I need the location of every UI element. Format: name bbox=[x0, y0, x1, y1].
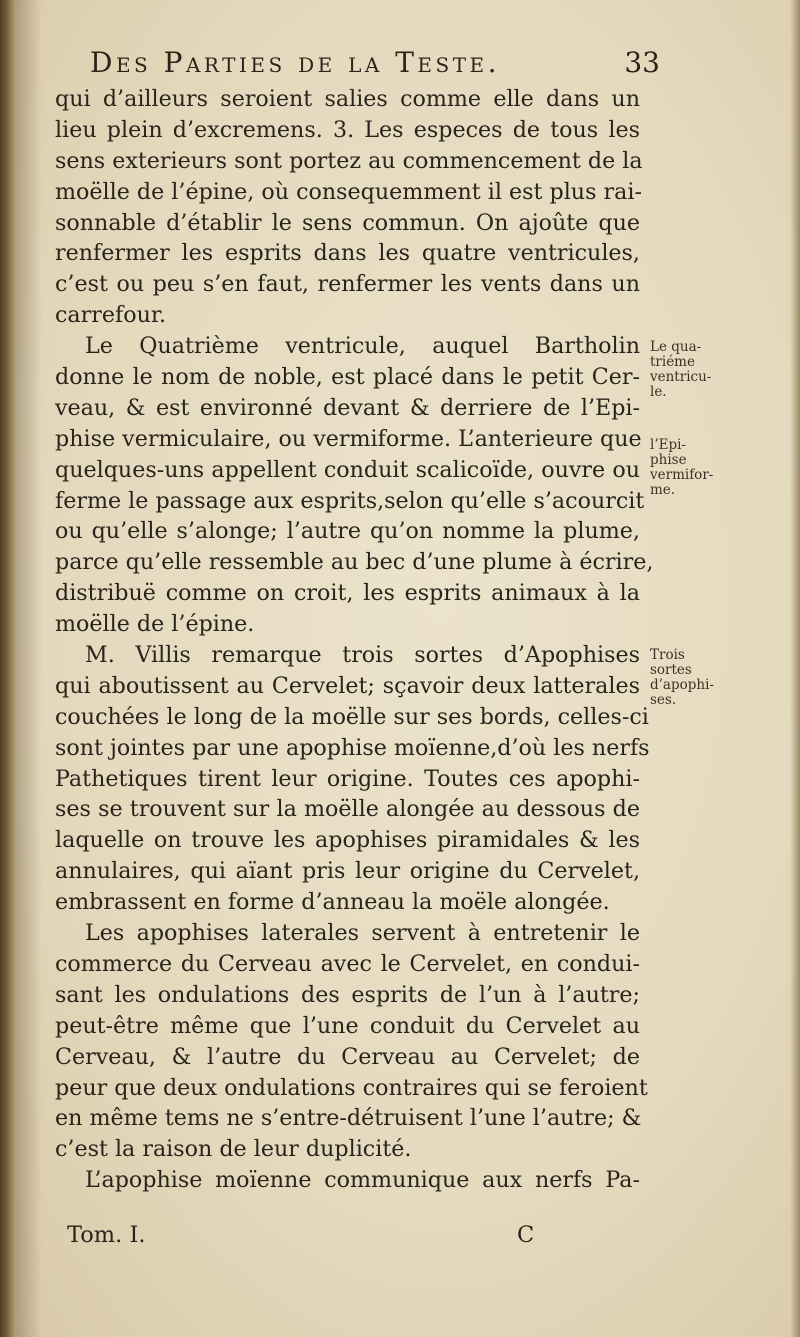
text-line: donne le nom de noble, est placé dans le petit Cer- bbox=[55, 364, 640, 391]
signature-mark: C bbox=[517, 1222, 535, 1248]
text-line: annulaires, qui aïant pris leur origine du Cervelet, bbox=[55, 858, 640, 885]
text-line: sant les ondulations des esprits de l’un à l’autre; bbox=[55, 981, 640, 1008]
main-text bbox=[55, 84, 654, 1196]
text-line: Pathetiques tirent leur origine. Toutes ces apophi- bbox=[55, 765, 640, 792]
margin-note-line: phise bbox=[650, 452, 687, 468]
margin-note-line: Le qua- bbox=[650, 339, 702, 355]
text-line: phise vermiculaire, ou vermiforme. L’anterieure que bbox=[55, 425, 642, 452]
text-line: sonnable d’établir le sens commun. On ajoûte que bbox=[55, 209, 640, 236]
text-line: c’est la raison de leur duplicité. bbox=[55, 1136, 412, 1163]
text-line: veau, & est environné devant & derriere de l’Epi- bbox=[55, 394, 640, 421]
margin-note-line: l’Epi- bbox=[650, 437, 686, 453]
text-line: qui d’ailleurs seroient salies comme elle dans un bbox=[55, 86, 640, 112]
text-line: L’apophise moïenne communique aux nerfs Pa- bbox=[85, 1167, 640, 1194]
volume-label: Tom. I. bbox=[67, 1222, 146, 1248]
text-line: commerce du Cerveau avec le Cervelet, en condui- bbox=[55, 950, 640, 977]
text-line: Le Quatrième ventricule, auquel Bartholin bbox=[85, 333, 640, 360]
text-line: parce qu’elle ressemble au bec d’une plume à écrire, bbox=[55, 549, 654, 576]
margin-note-line: le. bbox=[650, 384, 667, 400]
text-line: peur que deux ondulations contraires qui se feroient bbox=[55, 1074, 648, 1101]
page-footer bbox=[55, 1222, 640, 1254]
margin-note-quatrieme-ventricule bbox=[650, 340, 770, 400]
text-line: couchées le long de la moëlle sur ses bords, celles-ci bbox=[55, 703, 649, 730]
book-spine bbox=[0, 0, 16, 1337]
text-line: c’est ou peu s’en faut, renfermer les vents dans un bbox=[55, 271, 640, 298]
text-line: Cerveau, & l’autre du Cerveau au Cervelet; de bbox=[55, 1043, 640, 1070]
text-line: M. Villis remarque trois sortes d’Apophises bbox=[85, 642, 640, 669]
margin-note-line: d’apophi- bbox=[650, 677, 714, 693]
margin-note-apophises bbox=[650, 648, 770, 708]
text-line: moëlle de l’épine, où consequemment il est plus rai- bbox=[55, 178, 642, 205]
page-number: 33 bbox=[624, 46, 660, 79]
text-line: en même tems ne s’entre-détruisent l’une l’autre; & bbox=[55, 1105, 642, 1132]
margin-note-line: triéme bbox=[650, 354, 695, 370]
margin-note-line: vermifor- bbox=[650, 467, 714, 483]
text-line: quelques-uns appellent conduit scalicoïde, ouvre ou bbox=[55, 456, 640, 483]
text-line: carrefour. bbox=[55, 302, 167, 329]
text-line: ses se trouvent sur la moëlle alongée au dessous de bbox=[55, 796, 640, 823]
text-line: ferme le passage aux esprits,selon qu’elle s’acourcit bbox=[55, 487, 645, 514]
text-line: qui aboutissent au Cervelet; sçavoir deux latterales bbox=[55, 672, 640, 699]
margin-note-line: ses. bbox=[650, 692, 677, 708]
text-line: laquelle on trouve les apophises piramidales & les bbox=[55, 827, 640, 854]
margin-note-line: Trois bbox=[650, 647, 685, 663]
margin-note-line: me. bbox=[650, 482, 676, 498]
text-line: peut-être même que l’une conduit du Cervelet au bbox=[55, 1012, 640, 1039]
gutter-shadow bbox=[16, 0, 42, 1337]
page-edge bbox=[790, 0, 800, 1337]
margin-note-line: sortes bbox=[650, 662, 692, 678]
text-line: sont jointes par une apophise moïenne,d’où les nerfs bbox=[55, 734, 650, 761]
text-line: sens exterieurs sont portez au commencement de la bbox=[55, 147, 643, 174]
margin-note-epiphise bbox=[650, 438, 770, 498]
text-line: moëlle de l’épine. bbox=[55, 611, 255, 638]
running-head-title: Des Parties de la Teste. bbox=[90, 46, 501, 79]
text-line: ou qu’elle s’alonge; l’autre qu’on nomme la plume, bbox=[55, 518, 640, 545]
text-line: embrassent en forme d’anneau la moële alongée. bbox=[55, 889, 610, 916]
text-line: renfermer les esprits dans les quatre ventricules, bbox=[55, 240, 640, 267]
text-line: lieu plein d’excremens. 3. Les especes de tous les bbox=[55, 116, 640, 143]
margin-note-line: ventricu- bbox=[650, 369, 712, 385]
text-line: distribuë comme on croit, les esprits animaux à la bbox=[55, 580, 640, 607]
text-line: Les apophises laterales servent à entretenir le bbox=[85, 920, 640, 947]
